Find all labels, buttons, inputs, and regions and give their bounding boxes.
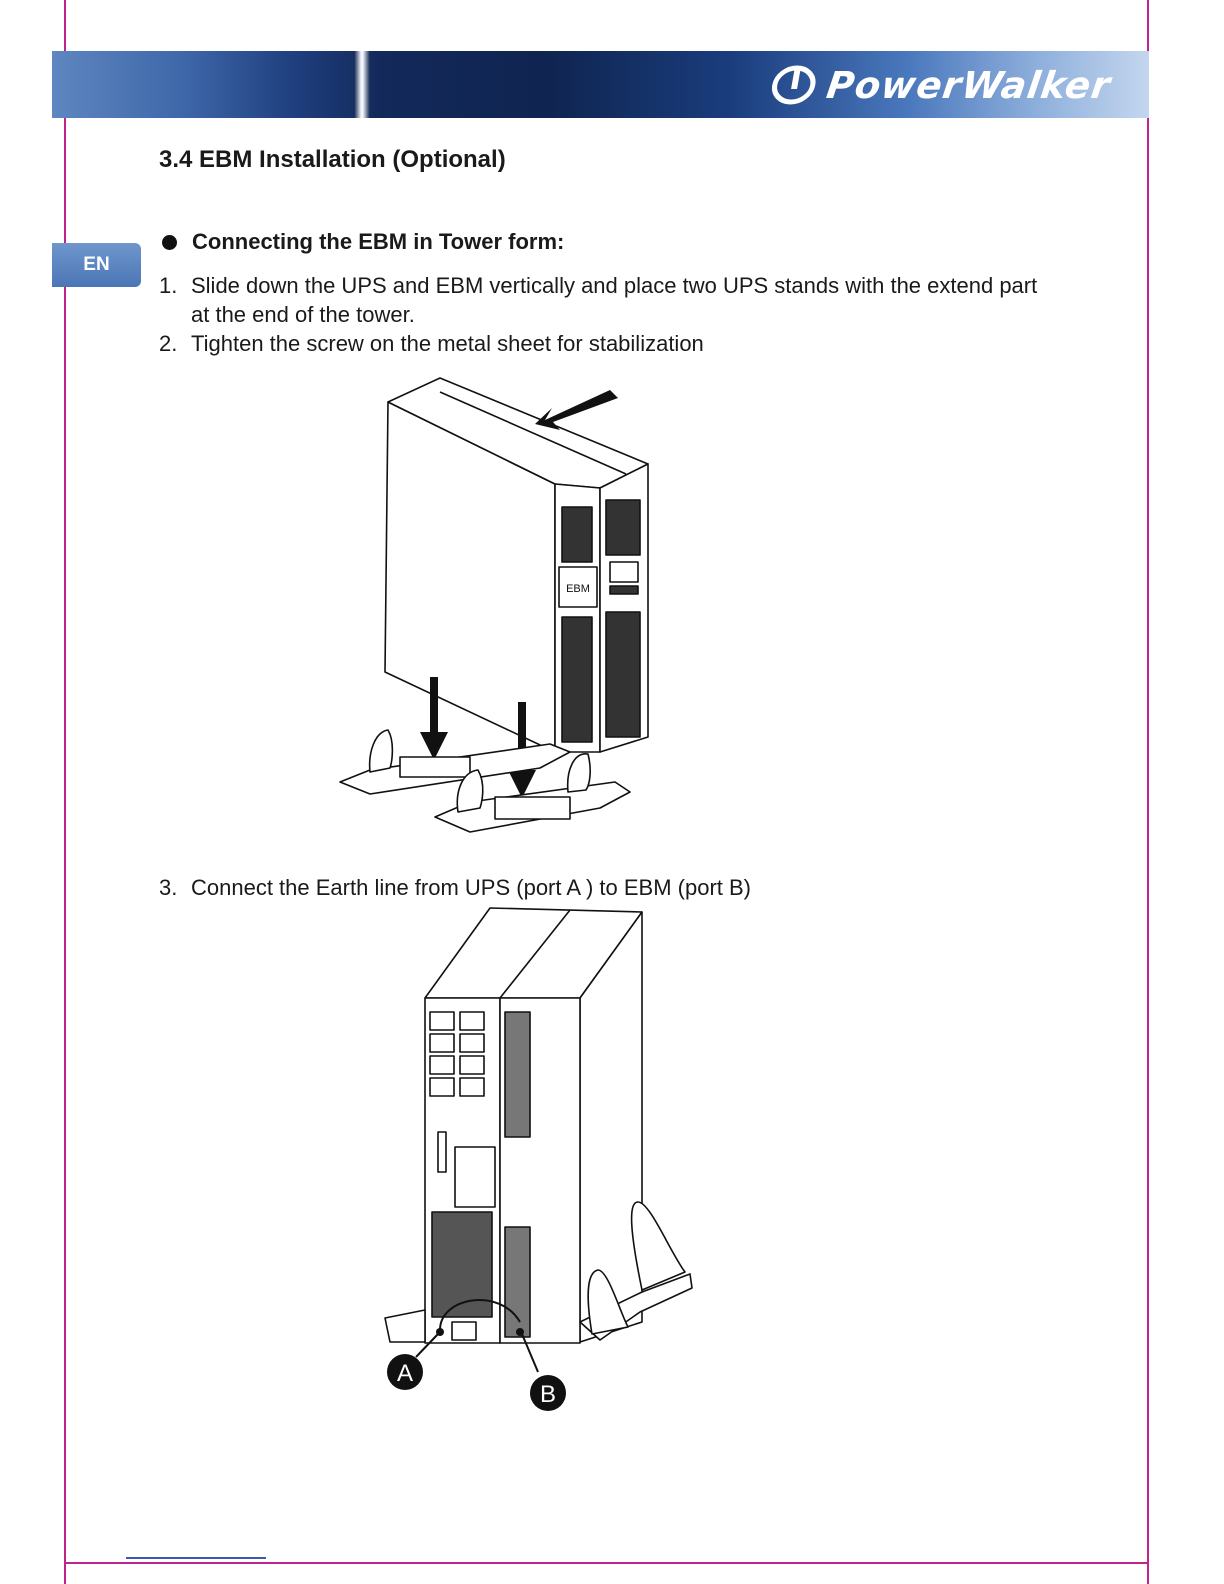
step-text: Connect the Earth line from UPS (port A ) to EBM (port B) (191, 875, 752, 900)
right-margin-line (1147, 0, 1149, 1584)
port-b-label: B (539, 1381, 557, 1408)
brand-logo (769, 61, 1115, 109)
ebm-label: EBM (566, 583, 590, 595)
bullet-dot-icon (162, 235, 177, 250)
port-a-label: A (396, 1360, 414, 1387)
power-logo-icon (769, 61, 817, 109)
footer-rule (126, 1557, 266, 1559)
bottom-margin-line (64, 1562, 1149, 1564)
bullet-heading-text: Connecting the EBM in Tower form: (192, 229, 565, 254)
tower-install-figure (330, 372, 650, 852)
section-title: 3.4 EBM Installation (Optional) (159, 146, 506, 173)
port-a-marker (387, 1354, 423, 1390)
step-number: 1. (159, 273, 178, 298)
banner-separator (354, 51, 370, 118)
language-tab-label: EN (83, 254, 110, 275)
brand-name: PowerWalker (824, 63, 1115, 107)
step-number: 3. (159, 875, 178, 900)
left-margin-line (64, 0, 66, 1584)
header-banner (52, 51, 1149, 118)
bullet-heading (159, 229, 564, 255)
step-3 (159, 873, 1051, 902)
step-text: Tighten the screw on the metal sheet for stabilization (191, 331, 704, 356)
port-b-marker (530, 1375, 566, 1411)
step-1 (159, 271, 1051, 329)
step-text: Slide down the UPS and EBM vertically and place two UPS stands with the extend part at the end of the tower. (191, 273, 1038, 327)
step-2 (159, 329, 1051, 358)
language-tab[interactable] (52, 243, 141, 287)
earth-line-figure (380, 902, 700, 1412)
screw-arrow-icon (535, 390, 618, 430)
step-number: 2. (159, 331, 178, 356)
